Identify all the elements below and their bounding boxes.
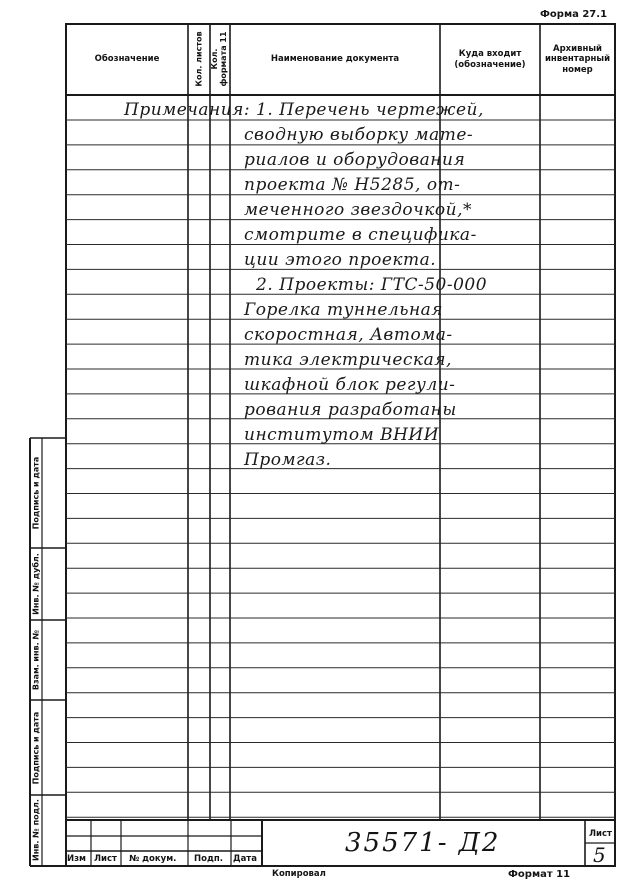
footer-copied: Копировал [272, 869, 326, 879]
header-document-name: Наименование документа [270, 54, 400, 65]
title-col-date: Дата [233, 854, 257, 864]
header-where-included: Куда входит (обозначение) [454, 48, 526, 70]
form-label: Форма 27.1 [540, 9, 608, 20]
note-line: институтом ВНИИ [244, 425, 440, 445]
note-line: Горелка туннельная [244, 300, 444, 320]
header-designation: Обозначение [94, 54, 160, 65]
note-line: скоростная, Автома- [244, 325, 453, 345]
note-line: смотрите в специфика- [244, 225, 477, 245]
sheet-number: 5 [593, 843, 606, 867]
side-label-original-no: Инв. № подл. [31, 799, 41, 861]
note-line: ции этого проекта. [244, 250, 437, 270]
side-label-signature-date: Подпись и дата [31, 711, 41, 785]
note-line: проекта № Н5285, от- [244, 175, 461, 195]
title-col-doc-no: № докум. [129, 854, 177, 864]
sheet-label: Лист [589, 829, 612, 839]
header-format-count: Кол. формата 11 [210, 31, 228, 87]
document-code: 35571- Д2 [345, 828, 501, 858]
side-label-signature-date: Подпись и дата [31, 456, 41, 530]
header-sheet-count: Кол. листов [194, 31, 204, 87]
notes-label: Примечания: [124, 100, 251, 120]
side-label-duplicate-no: Инв. № дубл. [31, 553, 41, 615]
note-line: меченного звездочкой,* [244, 200, 472, 220]
title-col-signature: Подп. [194, 854, 223, 864]
header-archive-number: Архивный инвентарный номер [544, 43, 611, 75]
note-line: рования разработаны [244, 400, 457, 420]
note-line: шкафной блок регули- [244, 375, 456, 395]
side-label-replaces-no: Взам. инв. № [31, 629, 41, 691]
note-line: 2. Проекты: ГТС-50-000 [256, 275, 488, 295]
title-col-sheet: Лист [94, 854, 117, 864]
note-line: сводную выборку мате- [244, 125, 474, 145]
note-line: Промгаз. [244, 450, 332, 470]
footer-format: Формат 11 [508, 869, 571, 880]
title-col-change: Изм [67, 854, 87, 864]
note-line: тика электрическая, [244, 350, 452, 370]
note-line: 1. Перечень чертежей, [256, 100, 484, 120]
note-line: риалов и оборудования [244, 150, 466, 170]
